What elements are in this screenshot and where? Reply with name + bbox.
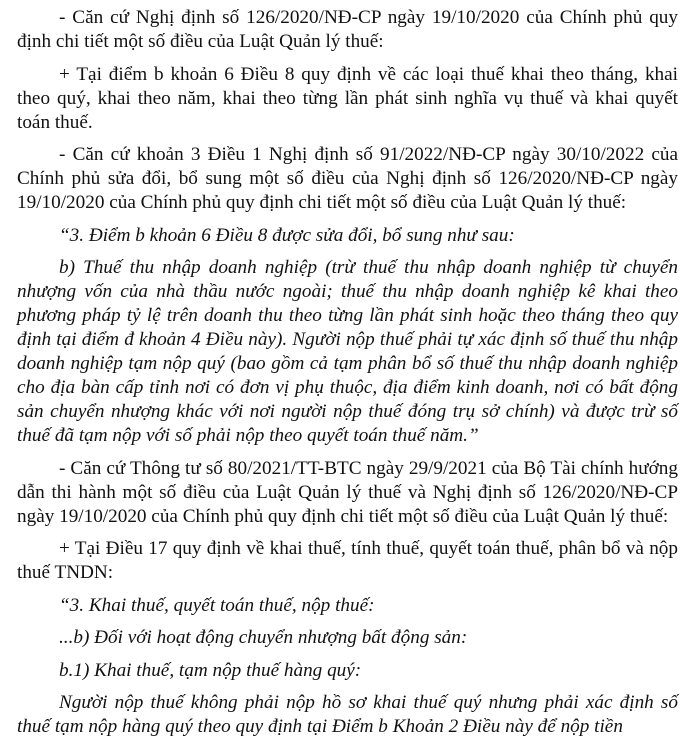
paragraph-article-8-point-b: + Tại điểm b khoản 6 Điều 8 quy định về các loại thuế khai theo tháng, khai theo quý, khai theo năm, khai theo từng lần phát sinh nghĩa vụ thuế và khai quyết toán thuế. xyxy=(17,63,678,133)
quote-corporate-income-tax: b) Thuế thu nhập doanh nghiệp (trừ thuế thu nhập doanh nghiệp từ chuyển nhượng vốn của nhà thầu nước ngoài; thuế thu nhập doanh nghiệp kê khai theo phương pháp tỷ lệ trên doanh thu theo từng lần phát sinh hoặc theo tháng theo quy định tại điểm đ khoản 4 Điều này). Người nộp thuế phải tự xác định số thuế thu nhập doanh nghiệp tạm nộp quý (bao gồm cả tạm phân bổ số thuế thu nhập doanh nghiệp cho địa bàn cấp tỉnh nơi có đơn vị phụ thuộc, địa điểm kinh doanh, nơi có bất động sản chuyển nhượng khác với nơi người nộp thuế đóng trụ sở chính) và được trừ số thuế đã tạm nộp với số phải nộp theo quyết toán thuế năm.” xyxy=(17,257,678,446)
quote-heading-tax-declaration: “3. Khai thuế, quyết toán thuế, nộp thuế: xyxy=(59,594,375,616)
quote-quarterly-declaration: b.1) Khai thuế, tạm nộp thuế hàng quý: xyxy=(59,659,362,681)
document-page xyxy=(17,6,678,748)
paragraph-legal-basis-circular-80: - Căn cứ Thông tư số 80/2021/TT-BTC ngày 29/9/2021 của Bộ Tài chính hướng dẫn thi hành một số điều của Luật Quản lý thuế và Nghị định số 126/2020/NĐ-CP ngày 19/10/2020 của Chính phủ quy định chi tiết một số điều của Luật Quản lý thuế: xyxy=(17,457,678,527)
quote-taxpayer-obligation: Người nộp thuế không phải nộp hồ sơ khai thuế quý nhưng phải xác định số thuế tạm nộp hàng quý theo quy định tại Điểm b Khoản 2 Điều này để nộp tiền xyxy=(17,692,678,737)
quote-heading-amendment: “3. Điểm b khoản 6 Điều 8 được sửa đổi, bổ sung như sau: xyxy=(59,224,515,246)
quote-real-estate-transfer: ...b) Đối với hoạt động chuyển nhượng bất động sản: xyxy=(59,627,468,648)
paragraph-legal-basis-decree-91: - Căn cứ khoản 3 Điều 1 Nghị định số 91/2022/NĐ-CP ngày 30/10/2022 của Chính phủ sửa đổi, bổ sung một số điều của Nghị định số 126/2020/NĐ-CP ngày 19/10/2020 của Chính phủ quy định chi tiết một số điều của Luật Quản lý thuế: xyxy=(17,144,678,213)
paragraph-legal-basis-decree-126: - Căn cứ Nghị định số 126/2020/NĐ-CP ngày 19/10/2020 của Chính phủ quy định chi tiết một số điều của Luật Quản lý thuế: xyxy=(17,7,678,52)
paragraph-article-17: + Tại Điều 17 quy định về khai thuế, tính thuế, quyết toán thuế, phân bổ và nộp thuế TNDN: xyxy=(17,538,678,583)
